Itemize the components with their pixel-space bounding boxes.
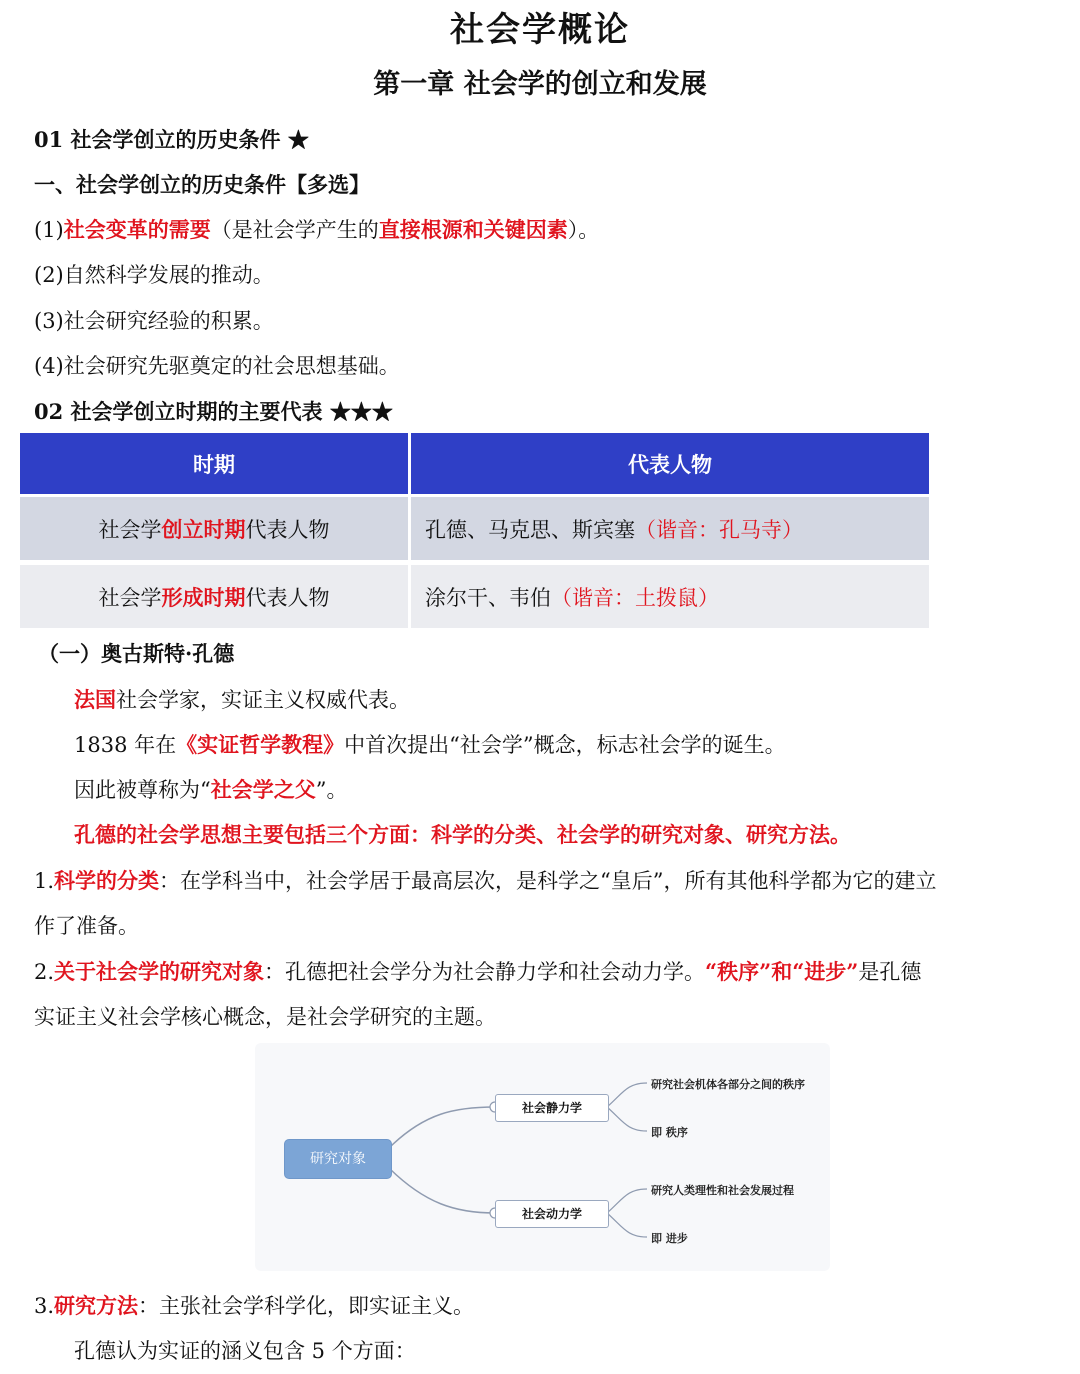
table-cell-period [20,565,411,633]
text: ”。 [315,778,348,802]
mindmap-root: 研究对象 [284,1139,392,1179]
item-1-cont: 作了准备。 [34,914,139,938]
item-text: ：主张社会学科学化，即实证主义。 [138,1294,475,1318]
condition-1-highlight: 社会变革的需要 [63,217,211,242]
table-header-figures: 代表人物 [411,433,932,497]
text: 1838 年在 [74,733,177,757]
item-text: ：孔德把社会学分为社会静力学和社会动力学。 [264,960,706,984]
cell-text: 社会学 [98,517,162,542]
table-header-row [20,433,932,497]
cell-text: 代表人物 [245,585,330,610]
section-01-heading: 01 社会学创立的历史条件 ★ [34,127,309,152]
condition-1-mid: （是社会学产生的 [210,218,379,242]
table-cell-figures [411,497,932,565]
item-num: 1. [34,869,55,893]
research-object-mindmap [255,1043,830,1271]
item-highlight: “秩序”和“进步” [705,959,859,984]
condition-4: (4)社会研究先驱奠定的社会思想基础。 [34,354,400,378]
table-cell-figures [411,565,932,633]
document-title: 社会学概论 [450,10,630,50]
item-2 [34,956,921,986]
condition-1-num: (1) [34,218,64,242]
condition-1-end: ）。 [567,218,600,242]
comte-paragraph-1 [74,684,410,714]
mindmap-node-dynamics: 社会动力学 [495,1200,609,1228]
highlight: 《实证哲学教程》 [176,732,345,757]
comte-paragraph-3 [74,774,348,804]
item-num: 3. [34,1294,55,1318]
item-1 [34,865,937,895]
item-3 [34,1290,474,1320]
comte-heading: （一）奥古斯特·孔德 [38,641,235,666]
chapter-title: 第一章 社会学的创立和发展 [373,69,707,100]
mindmap-leaf: 研究人类理性和社会发展过程 [651,1184,794,1197]
condition-1-highlight2: 直接根源和关键因素 [378,217,568,242]
cell-text: 代表人物 [245,517,330,542]
cell-mnemonic: （谐音：土拨鼠） [551,585,719,610]
condition-2: (2)自然科学发展的推动。 [34,263,274,287]
table-header-period: 时期 [20,433,411,497]
cell-text: 孔德、马克思、斯宾塞 [425,517,635,542]
mindmap-node-statics: 社会静力学 [495,1094,609,1122]
table-cell-period [20,497,411,565]
table-row [20,497,932,565]
condition-1 [34,214,599,244]
item-3-cont: 孔德认为实证的涵义包含 5 个方面： [74,1339,416,1363]
text: 因此被尊称为“ [74,778,211,802]
item-highlight: 研究方法 [54,1293,139,1318]
item-2-cont: 实证主义社会学核心概念，是社会学研究的主题。 [34,1005,496,1029]
cell-text: 社会学 [98,585,162,610]
highlight: 法国 [74,687,116,712]
cell-highlight: 形成时期 [161,584,246,610]
item-highlight: 科学的分类 [54,868,160,893]
mindmap-leaf: 研究社会机体各部分之间的秩序 [651,1078,805,1091]
cell-highlight: 创立时期 [161,516,246,542]
section-02-heading: 02 社会学创立时期的主要代表 ★★★ [34,399,393,424]
comte-paragraph-2 [74,729,786,759]
item-text: ：在学科当中，社会学居于最高层次，是科学之“皇后”，所有其他科学都为它的建立 [159,869,937,893]
item-highlight: 关于社会学的研究对象 [54,959,265,984]
cell-mnemonic: （谐音：孔马寺） [635,517,803,542]
highlight: 社会学之父 [210,777,316,802]
table-row [20,565,932,633]
cell-text: 涂尔干、韦伯 [425,585,551,610]
text: 中首次提出“社会学”概念，标志社会学的诞生。 [344,733,786,757]
representatives-table [20,433,932,633]
condition-3: (3)社会研究经验的积累。 [34,309,274,333]
item-text: 是孔德 [858,960,922,984]
comte-thought-summary: 孔德的社会学思想主要包括三个方面：科学的分类、社会学的研究对象、研究方法。 [74,822,851,847]
subsection-heading: 一、社会学创立的历史条件【多选】 [34,172,370,197]
item-num: 2. [34,960,55,984]
text: 社会学家，实证主义权威代表。 [116,688,410,712]
mindmap-leaf: 即 进步 [651,1232,688,1245]
mindmap-leaf: 即 秩序 [651,1126,688,1139]
